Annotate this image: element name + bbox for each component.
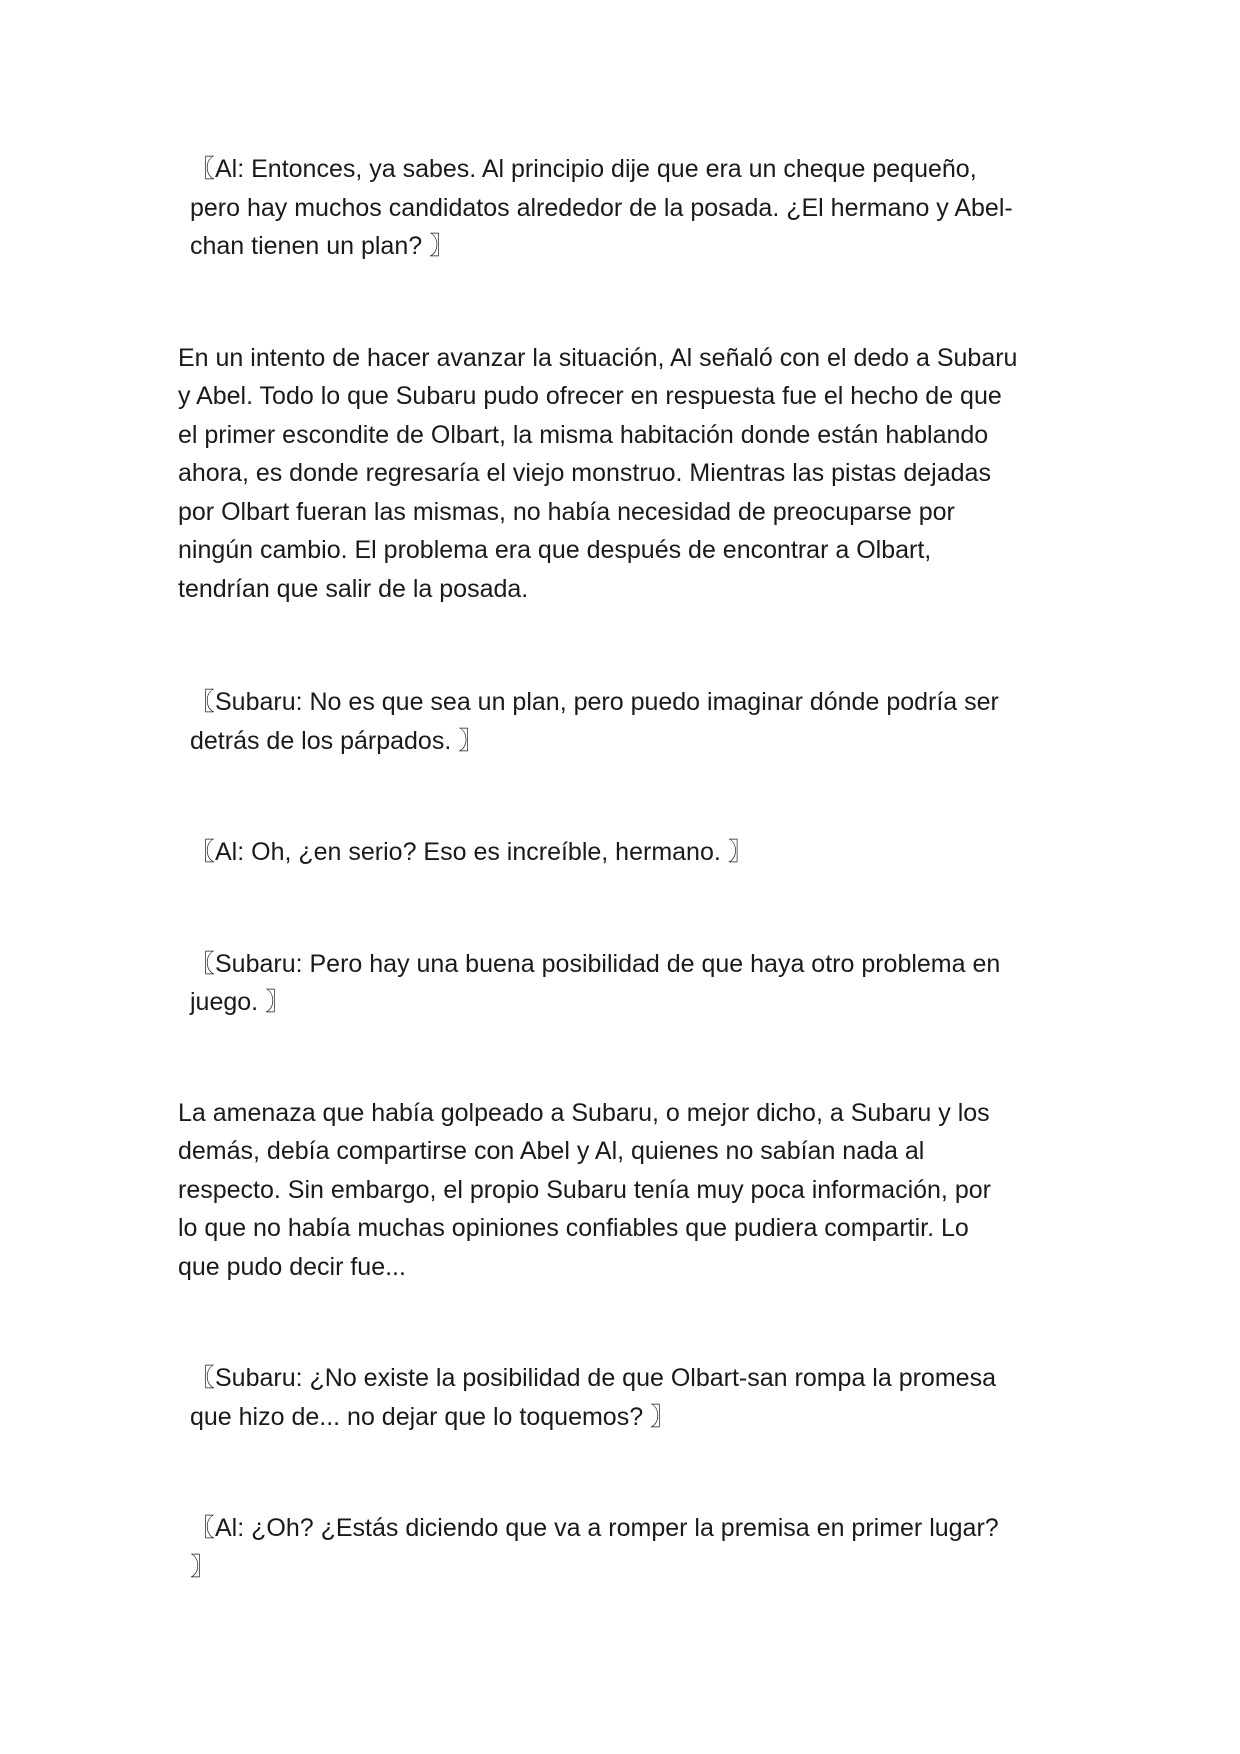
- dialogue-paragraph: 〖Al: Oh, ¿en serio? Eso es increíble, hermano. 〗: [190, 838, 753, 866]
- dialogue-paragraph: 〖Al: ¿Oh? ¿Estás diciendo que va a romper la premisa en primer lugar? 〗: [190, 1514, 999, 1581]
- dialogue-paragraph: 〖Subaru: No es que sea un plan, pero puedo imaginar dónde podría ser detrás de los párpados. 〗: [190, 688, 999, 755]
- dialogue-paragraph: 〖Subaru: ¿No existe la posibilidad de que Olbart-san rompa la promesa que hizo de... no dejar que lo toquemos? 〗: [190, 1364, 996, 1431]
- dialogue-paragraph: 〖Al: Entonces, ya sabes. Al principio dije que era un cheque pequeño, pero hay muchos candidatos alrededor de la posada. ¿El hermano y Abel- chan tienen un plan? 〗: [190, 155, 1013, 260]
- narration-paragraph: La amenaza que había golpeado a Subaru, o mejor dicho, a Subaru y los demás, debía compartirse con Abel y Al, quienes no sabían nada al respecto. Sin embargo, el propio Subaru tenía muy poca información, por lo que no había muchas opiniones confiables que pudiera compartir. Lo que pudo decir fue...: [178, 1098, 991, 1281]
- text-body: [178, 150, 1078, 1586]
- narration-paragraph: En un intento de hacer avanzar la situación, Al señaló con el dedo a Subaru y Abel. Todo lo que Subaru pudo ofrecer en respuesta fue el hecho de que el primer escondite de Olbart, la misma habitación donde están hablando ahora, es donde regresaría el viejo monstruo. Mientras las pistas dejadas por Olbart fueran las mismas, no había necesidad de preocuparse por ningún cambio. El problema era que después de encontrar a Olbart, tendrían que salir de la posada.: [178, 343, 1018, 603]
- dialogue-paragraph: 〖Subaru: Pero hay una buena posibilidad de que haya otro problema en juego. 〗: [190, 949, 1001, 1016]
